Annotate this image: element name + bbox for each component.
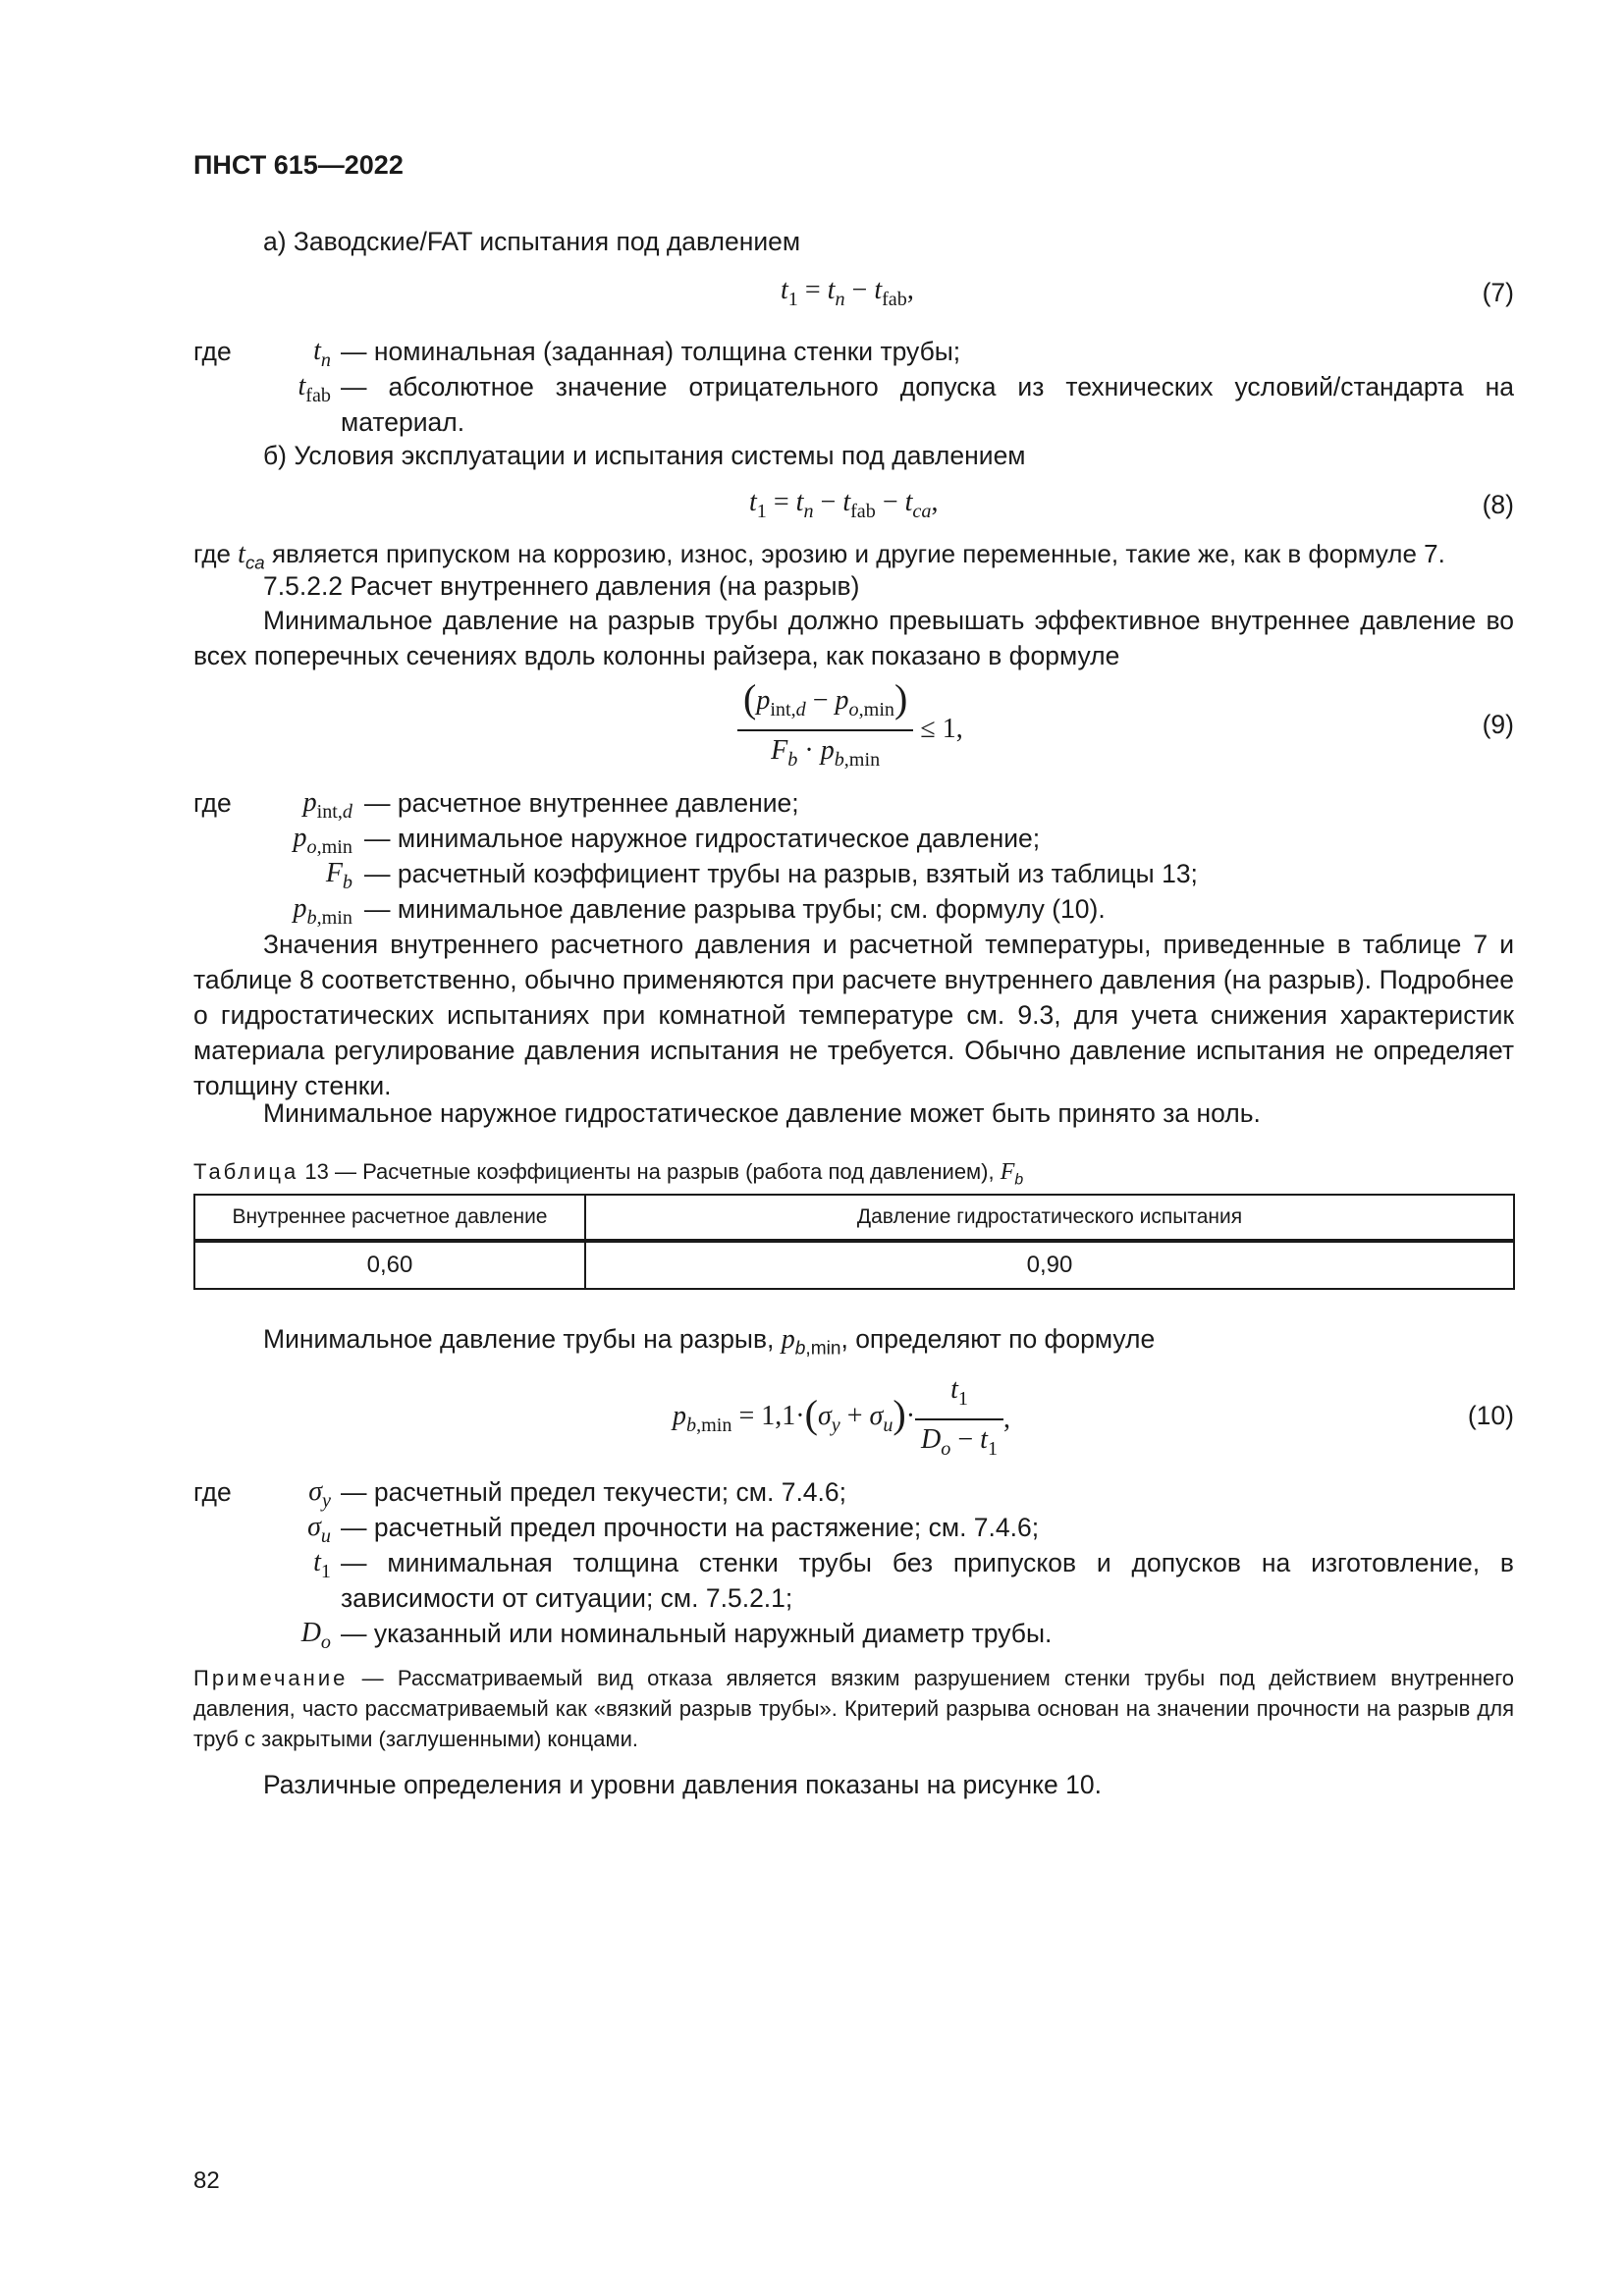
table-cell: 0,60: [194, 1241, 585, 1289]
p4-text-a: Минимальное давление трубы на разрыв,: [263, 1324, 782, 1354]
paragraph-5: Различные определения и уровни давления показаны на рисунке 10.: [263, 1770, 1102, 1799]
eq10-num-t: t: [950, 1374, 958, 1405]
eq10-den-minus: −: [950, 1424, 981, 1456]
table-cell: 0,90: [585, 1241, 1514, 1289]
where10-t1: [193, 1545, 1514, 1616]
where-word: где: [193, 788, 232, 818]
where10-do-sym: D: [300, 1618, 321, 1648]
where8-prefix: где: [193, 539, 239, 568]
eq8-tfab: t: [842, 487, 851, 517]
table-13-caption-sym: F: [1000, 1159, 1015, 1185]
where10-su: [193, 1510, 1514, 1548]
eq10-p-sub: [686, 1415, 731, 1436]
p4-sub: [795, 1339, 841, 1360]
paragraph-1: Минимальное давление на разрыв трубы должно превышать эффективное внутреннее давление во всех поперечных сечениях вдоль колонны райзера, как показано в формуле: [193, 606, 1514, 670]
eq10-equals: = 1,1·: [731, 1400, 805, 1431]
p4-text-b: , определяют по формуле: [840, 1324, 1156, 1354]
formula-8-number: (8): [1482, 490, 1514, 519]
eq10-den-D-sub: o: [941, 1438, 951, 1461]
where10-su-sym: σ: [307, 1512, 321, 1542]
eq9-pb-sub-b: b: [834, 749, 844, 772]
eq8-comma: ,: [931, 487, 939, 517]
eq8-tn-sub: n: [803, 501, 814, 523]
eq9-F: F: [771, 735, 788, 767]
eq8-tfab-sub: fab: [850, 501, 876, 523]
formula-9: [193, 676, 1514, 774]
where9-pbmin-sym: p: [293, 893, 307, 924]
eq9-numerator: [737, 676, 913, 731]
eq7-tn-sub: n: [835, 289, 845, 311]
where10-sy: [193, 1474, 1514, 1513]
eq7-tfab-sub: fab: [882, 289, 907, 311]
eq9-denominator: [737, 731, 913, 779]
eq7-minus: −: [844, 275, 875, 305]
table-13-caption-word: Таблица: [193, 1159, 299, 1184]
eq9-pint-sub-d: d: [795, 699, 806, 721]
eq10-sigma-y: σ: [817, 1400, 832, 1431]
formula-8: [193, 485, 1514, 524]
eq9-po-sub-text: ,min: [858, 699, 895, 721]
eq9-rparen: ): [894, 676, 908, 721]
paragraph-4: [193, 1321, 1514, 1367]
where10-t1-sub: 1: [320, 1561, 331, 1583]
eq10-denominator: [915, 1420, 1003, 1468]
where8-text: является припуском на коррозию, износ, эрозию и другие переменные, такие же, как в формуле 7.: [264, 539, 1445, 568]
where9-pint-sub-d: d: [342, 801, 352, 824]
eq10-numerator: [915, 1370, 1003, 1420]
where9-pomin-sub: [307, 836, 352, 858]
table-13: [193, 1194, 1515, 1290]
section-a-title: а) Заводские/FAT испытания под давлением: [263, 227, 801, 256]
eq10-sigma-u: σ: [869, 1400, 884, 1431]
eq9-le: ≤ 1,: [913, 714, 963, 745]
formula-10: [193, 1370, 1514, 1465]
where7-tfab-symbol: [233, 369, 331, 413]
eq9-pint: p: [756, 685, 771, 716]
table-13-caption-sub: b: [1014, 1171, 1024, 1189]
eq10-comma: ,: [1003, 1404, 1011, 1435]
where7-tfab-sym: t: [298, 371, 306, 401]
where10-do-symbol: [233, 1616, 331, 1660]
eq10-p-sub-b: b: [686, 1414, 697, 1436]
eq7-comma: ,: [906, 275, 914, 305]
eq10-num-sub: 1: [957, 1388, 968, 1411]
where9-pbmin-sub-b: b: [306, 907, 317, 930]
where9-pint-sub-text: int,: [316, 801, 343, 824]
table-row: [194, 1241, 1514, 1289]
p4-sym: p: [781, 1324, 795, 1355]
eq9-pb-sub-text: ,min: [843, 749, 881, 772]
where9-pint-sym: p: [302, 787, 317, 818]
eq9-po: p: [835, 685, 849, 716]
eq7-equals: =: [797, 275, 828, 305]
formula-10-number: (10): [1467, 1401, 1514, 1430]
where7-tfab-sub: fab: [305, 385, 331, 407]
eq9-minus: −: [805, 685, 836, 716]
formula-7-number: (7): [1482, 278, 1514, 307]
document-header: ПНСТ 615—2022: [193, 150, 404, 180]
eq8-minus-1: −: [813, 487, 843, 517]
eq10-plus: +: [839, 1400, 870, 1431]
eq9-dot: ·: [797, 735, 821, 767]
where7-tn: [193, 334, 1514, 372]
section-b-title: б) Условия эксплуатации и испытания системы под давлением: [263, 441, 1026, 470]
eq10-p: p: [673, 1400, 686, 1431]
eq8-tn: t: [795, 487, 804, 517]
where7-tn-sub: n: [320, 349, 331, 372]
eq9-po-sub: [849, 699, 894, 721]
where10-sy-text: — расчетный предел текучести; см. 7.4.6;: [341, 1477, 847, 1507]
where7-tfab: [193, 369, 1514, 440]
where10-do-sub: o: [320, 1631, 331, 1654]
section-7522-title: 7.5.2.2 Расчет внутреннего давления (на разрыв): [263, 571, 860, 601]
eq10-dot: ·: [905, 1400, 916, 1431]
where9-pint-text: — расчетное внутреннее давление;: [364, 788, 799, 818]
table-header-row: [194, 1195, 1514, 1241]
formula-7: [193, 273, 1514, 312]
p4-sub-text: ,min: [805, 1338, 841, 1360]
note-text: — Рассматриваемый вид отказа является вязким разрушением стенки трубы под действием внутреннего давления, часто рассматриваемый как «вязкий разрыв трубы». Критерий разрыва основан на значении прочности на разрыв для труб с закрытыми (заглушенными) концами.: [193, 1666, 1514, 1751]
where10-sy-sym: σ: [308, 1476, 323, 1507]
eq7-tfab: t: [874, 275, 883, 305]
eq10-rparen: ): [893, 1391, 906, 1436]
where9-pint-sub: [317, 801, 352, 823]
eq9-pint-sub: [770, 699, 805, 721]
where-word: где: [193, 337, 232, 366]
where9-pbmin-sub-text: ,min: [316, 907, 352, 930]
eq8-tca: t: [904, 487, 913, 517]
where7-tn-sym: t: [313, 336, 321, 366]
eq9-fraction: [737, 676, 913, 779]
p4-sub-b: b: [794, 1338, 806, 1360]
where9-pomin: [193, 821, 1514, 859]
where9-pomin-sub-text: ,min: [316, 836, 352, 859]
where9-pbmin: [193, 891, 1514, 930]
where10-t1-symbol: [233, 1545, 331, 1589]
note-label: Примечание: [193, 1666, 349, 1690]
where9-pbmin-sub: [307, 907, 352, 929]
table-header-cell: Давление гидростатического испытания: [585, 1195, 1514, 1241]
eq10-sigma-u-sub: u: [883, 1414, 893, 1436]
eq9-F-sub: b: [787, 749, 798, 772]
where10-do: [193, 1616, 1514, 1654]
eq10-fraction: [915, 1370, 1003, 1468]
eq7-tn: t: [827, 275, 836, 305]
eq9-pb-sub: [835, 749, 880, 771]
eq10-lhs: [673, 1391, 916, 1436]
where9-fb-sub: b: [342, 872, 352, 894]
where10-do-text: — указанный или номинальный наружный диаметр трубы.: [341, 1619, 1053, 1648]
eq9-po-sub-o: o: [848, 699, 859, 721]
table-13-caption-text: 13 — Расчетные коэффициенты на разрыв (работа под давлением),: [298, 1159, 1001, 1184]
where8-sym: t: [238, 539, 245, 569]
where9-pomin-sub-o: o: [306, 836, 317, 859]
page-number: 82: [193, 2167, 220, 2194]
note-block: [193, 1663, 1514, 1754]
formula-9-number: (9): [1482, 710, 1514, 739]
where9-pint: [193, 785, 1514, 824]
eq10-den-t: t: [980, 1424, 988, 1456]
eq7-lhs: t: [781, 275, 788, 305]
eq10-den-D: D: [921, 1424, 942, 1456]
where10-su-text: — расчетный предел прочности на растяжение; см. 7.4.6;: [341, 1513, 1040, 1542]
eq10-lparen: (: [804, 1391, 818, 1436]
eq8-equals: =: [766, 487, 796, 517]
paragraph-2: Значения внутреннего расчетного давления и расчетной температуры, приведенные в таблице 7 и таблице 8 соответственно, обычно применяются при расчете внутреннего давления (на разрыв). Подробнее о гидростатических испытаниях при комнатной температуре см. 9.3, для учета снижения характеристик материала регулирование давления испытания не требуется. Обычно давление испытания не определяет толщину стенки.: [193, 930, 1514, 1100]
where10-t1-text: — минимальная толщина стенки трубы без припусков и допусков на изготовление, в зависимости от ситуации; см. 7.5.2.1;: [341, 1548, 1514, 1613]
eq10-sigma-y-sub: y: [831, 1414, 840, 1436]
where9-fb-text: — расчетный коэффициент трубы на разрыв, взятый из таблицы 13;: [364, 859, 1198, 888]
where9-pomin-sym: p: [293, 823, 307, 853]
eq8-lhs: t: [749, 487, 757, 517]
where10-t1-sym: t: [313, 1547, 321, 1577]
where9-pbmin-text: — минимальное давление разрыва трубы; см. формулу (10).: [364, 894, 1106, 924]
where9-fb-sym: F: [325, 858, 343, 888]
table-header-cell: Внутреннее расчетное давление: [194, 1195, 585, 1241]
eq9-pb: p: [820, 735, 835, 767]
eq8-minus-2: −: [875, 487, 905, 517]
where10-su-sub: u: [320, 1525, 331, 1548]
eq8-tca-sub: ca: [912, 501, 932, 523]
paragraph-3: Минимальное наружное гидростатическое давление может быть принято за ноль.: [263, 1098, 1261, 1128]
where-word: где: [193, 1477, 232, 1507]
where8-sub: ca: [244, 552, 265, 573]
where7-tfab-text: — абсолютное значение отрицательного допуска из технических условий/стандарта на материал.: [341, 372, 1514, 437]
eq10-p-sub-text: ,min: [696, 1414, 732, 1436]
eq9-pint-sub-text: int,: [770, 699, 796, 721]
eq7-lhs-sub: 1: [787, 289, 798, 311]
where10-sy-sub: y: [322, 1490, 331, 1513]
where7-tn-text: — номинальная (заданная) толщина стенки трубы;: [341, 337, 961, 366]
eq9-lparen: (: [743, 676, 757, 721]
table-13-caption: [193, 1154, 1023, 1199]
eq8-lhs-sub: 1: [756, 501, 767, 523]
where9-fb: [193, 856, 1514, 894]
where9-pomin-text: — минимальное наружное гидростатическое давление;: [364, 824, 1041, 853]
eq10-den-t-sub: 1: [987, 1438, 999, 1461]
